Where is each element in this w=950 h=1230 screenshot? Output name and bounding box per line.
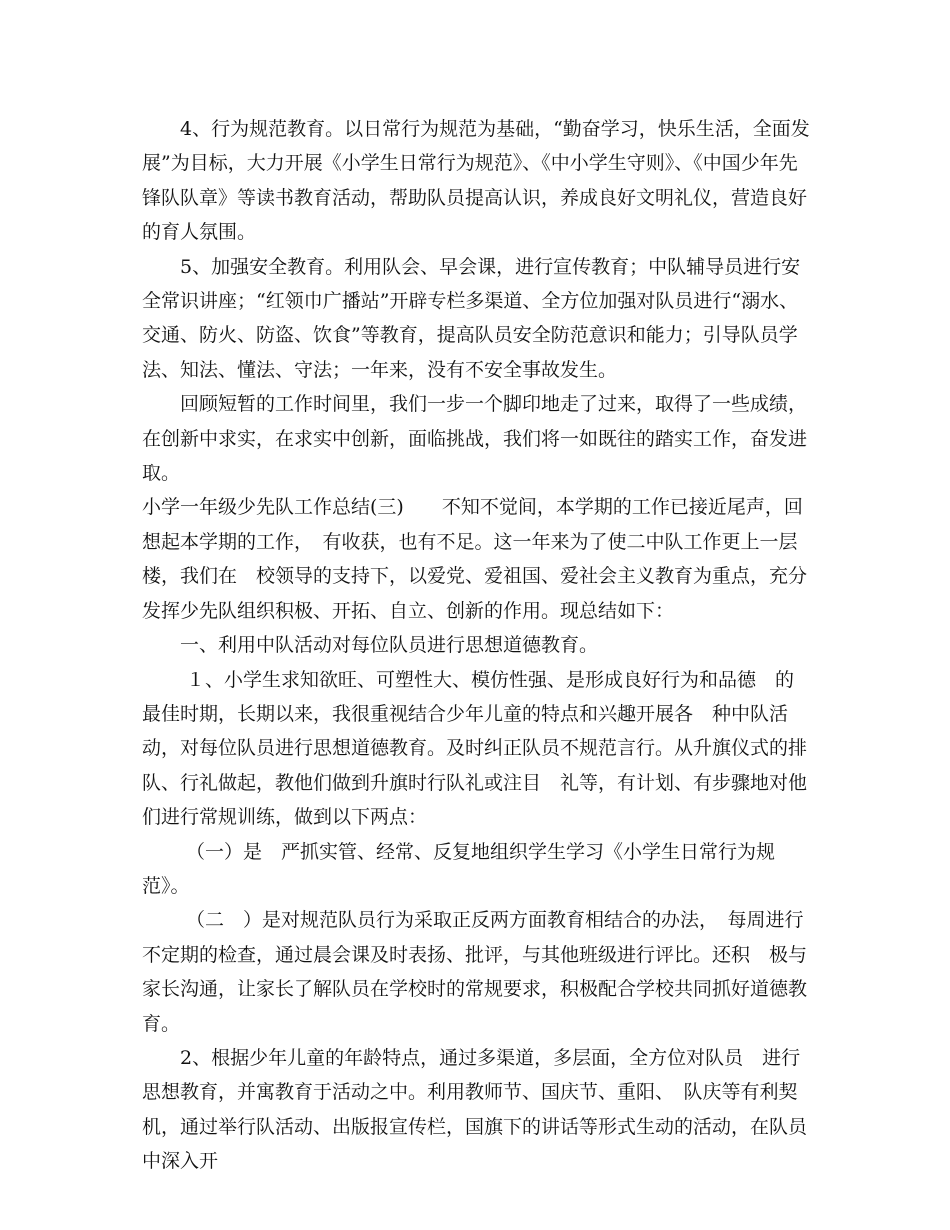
document-body (142, 112, 810, 1179)
paragraph-behavior-education: 4、行为规范教育。以日常行为规范为基础，“勤奋学习，快乐生活，全面发展”为目标，大力开展《小学生日常行为规范》、《中小学生守则》、《中国少年先锋队队章》等读书教育活动，帮助队员提高认识，养成良好文明礼仪，营造良好的育人氛围。 (142, 118, 810, 244)
paragraph-point-two: 2、根据少年儿童的年龄特点，通过多渠道，多层面，全方位对队员 进行思想教育，并寓教育于活动之中。利用教师节、国庆节、重阳、 队庆等有利契机，通过举行队活动、出版报宣传栏，国旗下的讲话等形式生动的活动，在队员中深入开 (142, 1046, 808, 1173)
paragraph-sub-one: （一）是 严抓实管、经常、反复地组织学生学习《小学生日常行为规范》。 (142, 840, 776, 897)
paragraph-summary-three: 小学一年级少先队工作总结(三) 不知不觉间，本学期的工作已接近尾声，回想起本学期的工作， 有收获，也有不足。这一年来为了使二中队工作更上一层楼，我们在 校领导的支持下，以爱党、爱祖国、爱社会主义教育为重点，充分发挥少先队组织积极、开拓、自立、创新的作用。现总结如下： (142, 496, 808, 622)
paragraph-point-one: １、小学生求知欲旺、可塑性大、模仿性强、是形成良好行为和品德 的最佳时期，长期以来，我很重视结合少年儿童的特点和兴趣开展各 种中队活动，对每位队员进行思想道德教育。及时纠正队员不规范言行。从升旗仪式的排队、行礼做起，教他们做到升旗时行队礼或注目 礼等，有计划、有步骤地对他们进行常规训练，做到以下两点： (142, 668, 808, 829)
section-heading-moral-education: 一、利用中队活动对每位队员进行思想道德教育。 (180, 634, 599, 657)
paragraph-review: 回顾短暂的工作时间里，我们一步一个脚印地走了过来，取得了一些成绩，在创新中求实，在求实中创新，面临挑战，我们将一如既往的踏实工作，奋发进取。 (142, 393, 808, 485)
paragraph-sub-two: （二 ）是对规范队员行为采取正反两方面教育相结合的办法， 每周进行不定期的检查，通过晨会课及时表扬、批评，与其他班级进行评比。还积 极与家长沟通，让家长了解队员在学校时的常规要求，积极配合学校共同抓好道德教育。 (142, 909, 808, 1035)
paragraph-safety-education: 5、加强安全教育。利用队会、早会课，进行宣传教育；中队辅导员进行安全常识讲座；“红领巾广播站”开辟专栏多渠道、全方位加强对队员进行“溺水、交通、防火、防盗、饮食”等教育，提高队员安全防范意识和能力；引导队员学法、知法、懂法、守法；一年来，没有不安全事故发生。 (142, 255, 801, 381)
